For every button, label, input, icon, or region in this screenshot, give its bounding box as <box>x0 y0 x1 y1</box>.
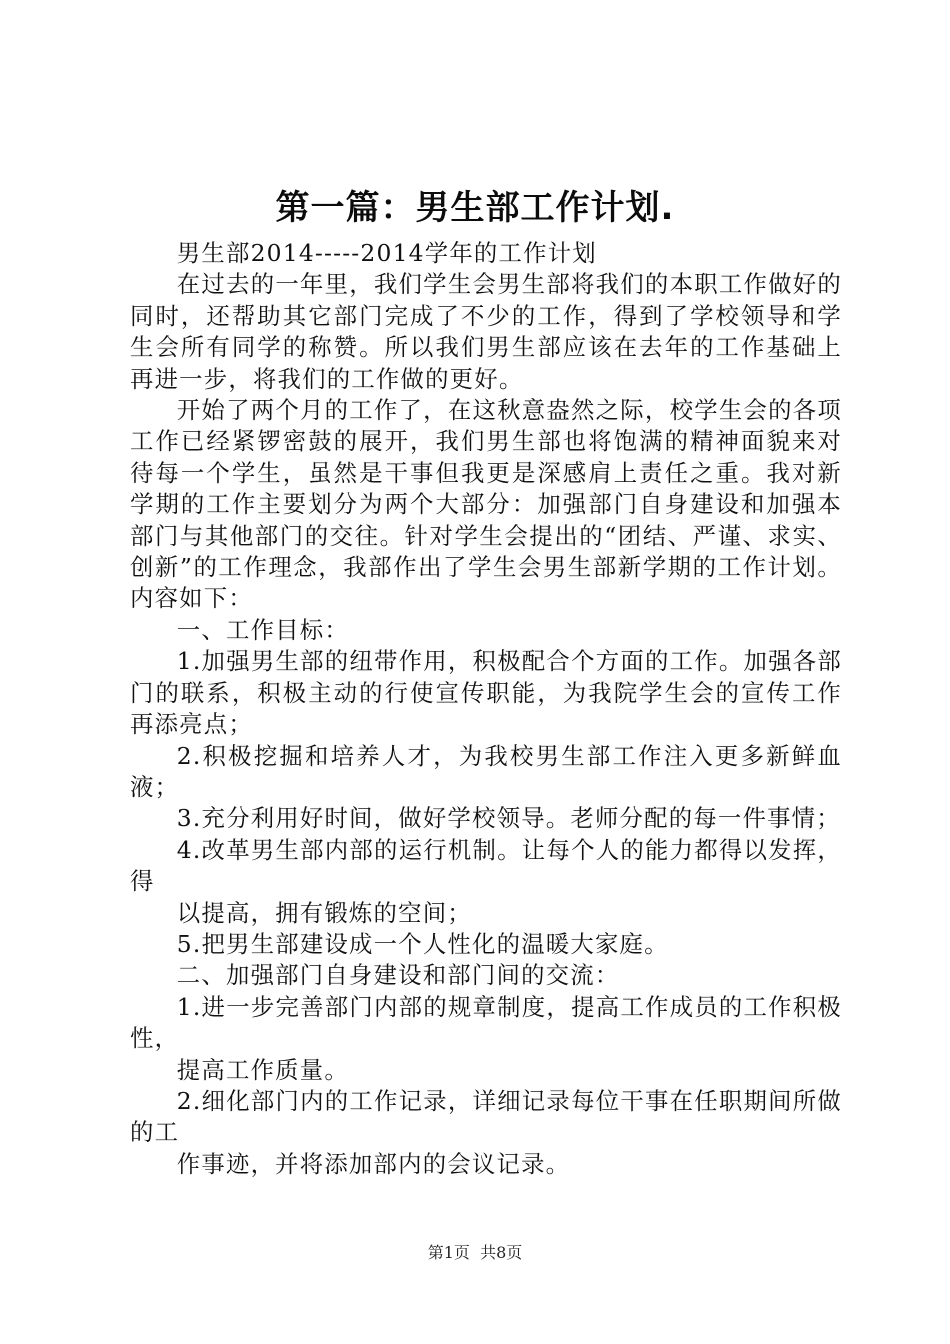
goal-item-1: 1.加强男生部的纽带作用，积极配合个方面的工作。加强各部门的联系，积极主动的行使宣传职能，为我院学生会的宣传工作再添亮点； <box>130 647 842 739</box>
section-heading-goals: 一、工作目标： <box>176 615 349 644</box>
page-footer <box>0 1242 950 1264</box>
building-item-1: 1.进一步完善部门内部的规章制度，提高工作成员的工作积极性， <box>130 992 842 1053</box>
goal-item-4: 4.改革男生部内部的运行机制。让每个人的能力都得以发挥，得 <box>130 835 842 896</box>
page-number: 第1页 <box>427 1243 470 1262</box>
goal-item-5: 5.把男生部建设成一个人性化的温暖大家庭。 <box>176 929 669 958</box>
building-item-1-continued: 提高工作质量。 <box>176 1055 349 1084</box>
paragraph-overview: 开始了两个月的工作了，在这秋意盎然之际，校学生会的各项工作已经紧锣密鼓的展开，我们男生部也将饱满的精神面貌来对待每一个学生，虽然是干事但我更是深感肩上责任之重。我对新学期的工作主要划分为两个大部分：加强部门自身建设和加强本部门与其他部门的交往。针对学生会提出的“团结、严谨、求实、创新”的工作理念，我部作出了学生会男生部新学期的工作计划。内容如下： <box>130 396 842 613</box>
page-title: 第一篇：男生部工作计划. <box>275 188 675 228</box>
paragraph-subtitle: 男生部2014-----2014学年的工作计划 <box>176 239 597 267</box>
paragraph-intro: 在过去的一年里，我们学生会男生部将我们的本职工作做好的同时，还帮助其它部门完成了不少的工作，得到了学校领导和学生会所有同学的称赞。所以我们男生部应该在去年的工作基础上再进一步，将我们的工作做的更好。 <box>130 270 842 393</box>
section-heading-building: 二、加强部门自身建设和部门间的交流： <box>176 961 620 990</box>
building-item-2: 2.细化部门内的工作记录，详细记录每位干事在任职期间所做的工 <box>130 1086 842 1147</box>
goal-item-2: 2.积极挖掘和培养人才，为我校男生部工作注入更多新鲜血液； <box>130 741 842 801</box>
page-total: 共8页 <box>480 1243 523 1262</box>
footer-separator <box>470 1243 480 1262</box>
goal-item-3: 3.充分利用好时间，做好学校领导。老师分配的每一件事情； <box>176 804 841 833</box>
document-body <box>130 238 842 1180</box>
building-item-2-continued: 作事迹，并将添加部内的会议记录。 <box>176 1149 571 1178</box>
goal-item-4-continued: 以提高，拥有锻炼的空间； <box>176 898 472 927</box>
